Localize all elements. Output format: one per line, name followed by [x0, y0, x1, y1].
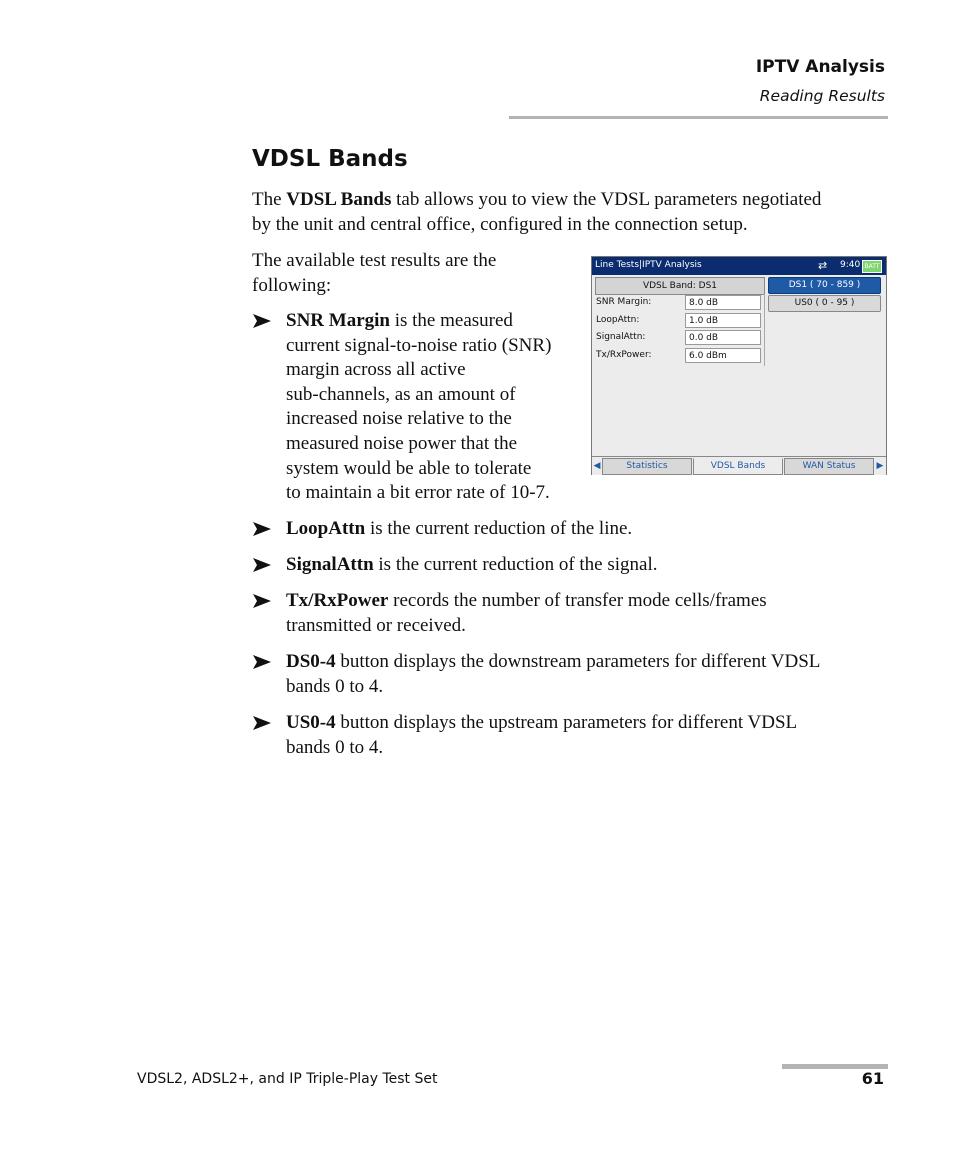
- bullet-desc: is the current reduction of the line.: [365, 518, 633, 539]
- bullet-desc: current signal-to-noise ratio (SNR): [286, 334, 552, 356]
- footer-text: VDSL2, ADSL2+, and IP Triple-Play Test Set: [137, 1071, 438, 1087]
- bullet-text: [286, 517, 886, 542]
- intro-paragraph: [252, 188, 892, 237]
- bullet-desc: button displays the upstream parameters for different VDSL: [335, 712, 798, 733]
- bullet-desc: sub-channels, as an amount of: [286, 383, 516, 405]
- available-line2: following:: [252, 274, 332, 296]
- us-band-button[interactable]: US0 ( 0 - 95 ): [768, 295, 881, 312]
- intro-line2: by the unit and central office, configured in the connection setup.: [252, 213, 748, 235]
- band-header: VDSL Band: DS1: [595, 277, 765, 295]
- bullet-desc: records the number of transfer mode cells/frames: [388, 590, 767, 611]
- bullet-text: [286, 711, 886, 760]
- bullet-text: [286, 650, 886, 699]
- battery-icon: BATT: [862, 260, 882, 273]
- bullet-term: US0-4: [286, 712, 336, 733]
- bullet-line: [286, 614, 886, 639]
- loop-attn-label: LoopAttn:: [596, 315, 640, 325]
- bullet-line: [286, 358, 586, 383]
- tx-rx-power-value: 6.0 dBm: [685, 348, 761, 363]
- bullet-desc: transmitted or received.: [286, 614, 466, 636]
- bullet-desc: measured noise power that the: [286, 432, 518, 454]
- bullet-text: [286, 553, 886, 578]
- bullet-term: SNR Margin: [286, 310, 390, 331]
- bullet-line: [286, 383, 586, 408]
- bullet-line: [286, 432, 586, 457]
- bullet-line: [286, 517, 886, 542]
- bullet-line: [286, 589, 886, 614]
- bullet-term: DS0-4: [286, 651, 336, 672]
- tab-scroll-left-icon[interactable]: ◀: [593, 461, 601, 471]
- bullet-desc: to maintain a bit error rate of 10-7.: [286, 482, 550, 504]
- loop-attn-value: 1.0 dB: [685, 313, 761, 328]
- bullet-arrow-icon: [252, 653, 272, 671]
- column-divider: [764, 294, 765, 366]
- bullet-line: [286, 334, 586, 359]
- bullet-line: [286, 407, 586, 432]
- tab-wan-status-label: WAN Status: [802, 461, 856, 471]
- tx-rx-power-label: Tx/RxPower:: [596, 350, 652, 360]
- bullet-arrow-icon: [252, 312, 272, 330]
- bullet-line: [286, 736, 886, 761]
- header-subtitle: Reading Results: [759, 87, 885, 105]
- connection-icon: ⇄: [818, 259, 828, 272]
- tab-statistics-label: Statistics: [626, 461, 668, 471]
- tab-scroll-right-icon[interactable]: ▶: [876, 461, 884, 471]
- bullet-arrow-icon: [252, 556, 272, 574]
- bullet-line: [286, 481, 586, 506]
- bullet-arrow-icon: [252, 714, 272, 732]
- intro-text-cont: tab allows you to view the VDSL parameters negotiated: [391, 189, 822, 210]
- ds-band-button[interactable]: DS1 ( 70 - 859 ): [768, 277, 881, 294]
- tab-wan-status[interactable]: [784, 458, 874, 475]
- snr-margin-label: SNR Margin:: [596, 297, 652, 307]
- bullet-desc: is the current reduction of the signal.: [373, 554, 658, 575]
- intro-text: The: [252, 189, 287, 210]
- available-line1: The available test results are the: [252, 250, 497, 271]
- tab-bar: [592, 456, 886, 475]
- tab-vdsl-bands[interactable]: [693, 458, 783, 475]
- tab-statistics[interactable]: [602, 458, 692, 475]
- device-screen: [591, 256, 887, 475]
- bullet-desc: system would be able to tolerate: [286, 457, 532, 479]
- device-title-bar: [592, 257, 886, 275]
- signal-attn-label: SignalAttn:: [596, 332, 646, 342]
- bullet-line: [286, 457, 586, 482]
- bullet-term: Tx/RxPower: [286, 590, 389, 611]
- signal-attn-value: 0.0 dB: [685, 330, 761, 345]
- bullet-desc: button displays the downstream parameters for different VDSL: [335, 651, 821, 672]
- bullet-desc: increased noise relative to the: [286, 408, 512, 430]
- bullet-arrow-icon: [252, 592, 272, 610]
- bullet-text: [286, 589, 886, 638]
- bullet-text: [286, 309, 586, 506]
- bullet-line: [286, 711, 886, 736]
- header-title: IPTV Analysis: [755, 57, 885, 77]
- header-rule: [509, 116, 888, 119]
- bullet-line: [286, 553, 886, 578]
- snr-margin-value: 8.0 dB: [685, 295, 761, 310]
- bullet-line: [286, 675, 886, 700]
- bullet-desc: bands 0 to 4.: [286, 736, 384, 758]
- bullet-arrow-icon: [252, 520, 272, 538]
- bullet-desc: is the measured: [389, 310, 513, 331]
- device-title: Line Tests|IPTV Analysis: [595, 260, 702, 270]
- bullet-desc: bands 0 to 4.: [286, 675, 384, 697]
- bullet-line: [286, 309, 586, 334]
- bullet-term: SignalAttn: [286, 554, 374, 575]
- available-results-paragraph: [252, 249, 572, 298]
- bullet-term: LoopAttn: [286, 518, 366, 539]
- page-number: 61: [861, 1069, 884, 1088]
- bullet-line: [286, 650, 886, 675]
- bullet-desc: margin across all active: [286, 359, 466, 381]
- tab-vdsl-bands-label: VDSL Bands: [710, 461, 766, 471]
- device-time: 9:40: [840, 260, 861, 270]
- intro-bold: VDSL Bands: [286, 189, 392, 210]
- section-title: VDSL Bands: [252, 146, 408, 172]
